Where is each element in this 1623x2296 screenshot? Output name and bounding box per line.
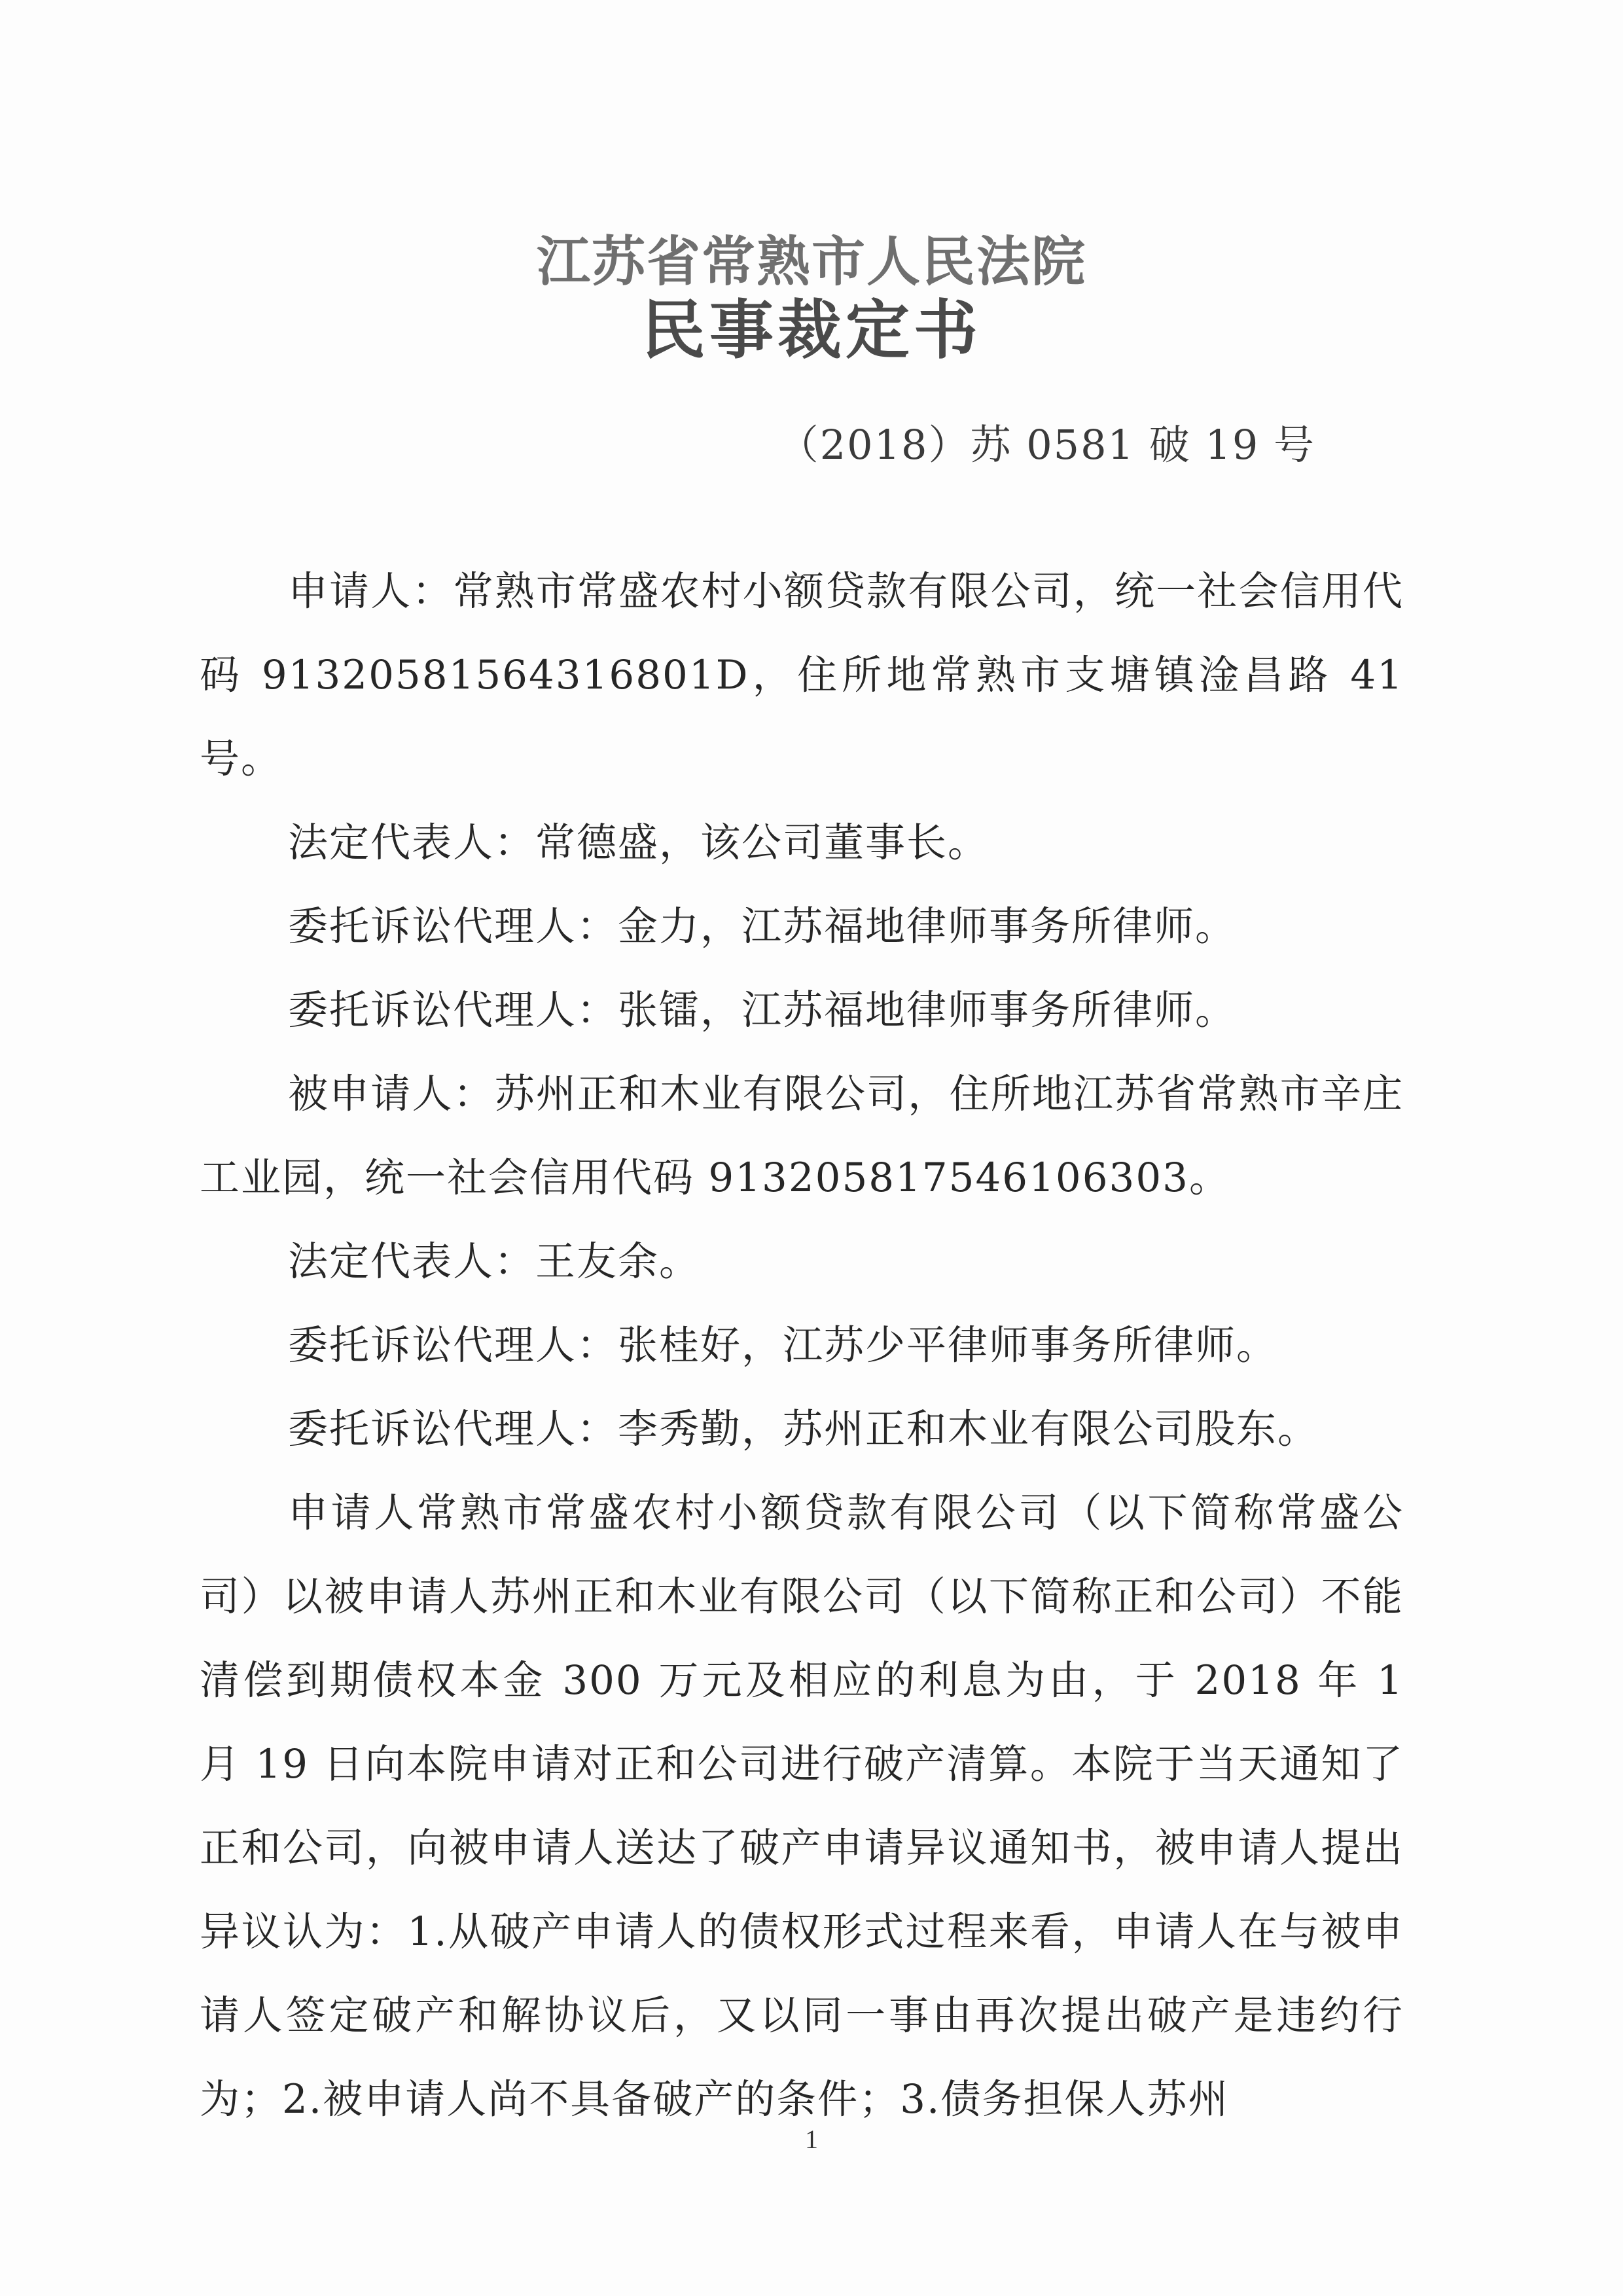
applicant-agent-paragraph: 委托诉讼代理人：张镭，江苏福地律师事务所律师。 — [288, 987, 1237, 1033]
case-number: （2018）苏 0581 破 19 号 — [777, 421, 1315, 469]
court-name-title: 江苏省常熟市人民法院 — [536, 230, 1086, 293]
page-number: 1 — [805, 2125, 818, 2154]
respondent-agent-paragraph: 委托诉讼代理人：张桂好，江苏少平律师事务所律师。 — [288, 1322, 1278, 1369]
applicant-legal-rep-paragraph: 法定代表人：常德盛，该公司董事长。 — [288, 819, 990, 866]
document-body — [200, 550, 1404, 2142]
respondent-legal-rep-paragraph: 法定代表人：王友余。 — [288, 1238, 701, 1285]
applicant-agent-paragraph: 委托诉讼代理人：金力，江苏福地律师事务所律师。 — [288, 903, 1237, 950]
case-facts-paragraph: 申请人常熟市常盛农村小额贷款有限公司（以下简称常盛公司）以被申请人苏州正和木业有限公司（以下简称正和公司）不能清偿到期债权本金 300 万元及相应的利息为由，于 2018 年 1 月 19 日向本院申请对正和公司进行破产清算。本院于当天通知了正和公司，向被申请人送达了破产申请异议通知书，被申请人提出异议认为：1.从破产申请人的债权形式过程来看，申请人在与被申请人签定破产和解协议后，又以同一事由再次提出破产是违约行为；2.被申请人尚不具备破产的条件；3.债务担保人苏州 — [200, 1490, 1404, 2123]
respondent-paragraph: 被申请人：苏州正和木业有限公司，住所地江苏省常熟市辛庄工业园，统一社会信用代码 913205817546106303。 — [200, 1071, 1404, 1201]
respondent-agent-paragraph: 委托诉讼代理人：李秀勤，苏州正和木业有限公司股东。 — [288, 1406, 1319, 1452]
applicant-paragraph: 申请人：常熟市常盛农村小额贷款有限公司，统一社会信用代码 91320581564316801D，住所地常熟市支塘镇淦昌路 41 号。 — [200, 568, 1404, 782]
document-type-title: 民事裁定书 — [641, 293, 982, 368]
